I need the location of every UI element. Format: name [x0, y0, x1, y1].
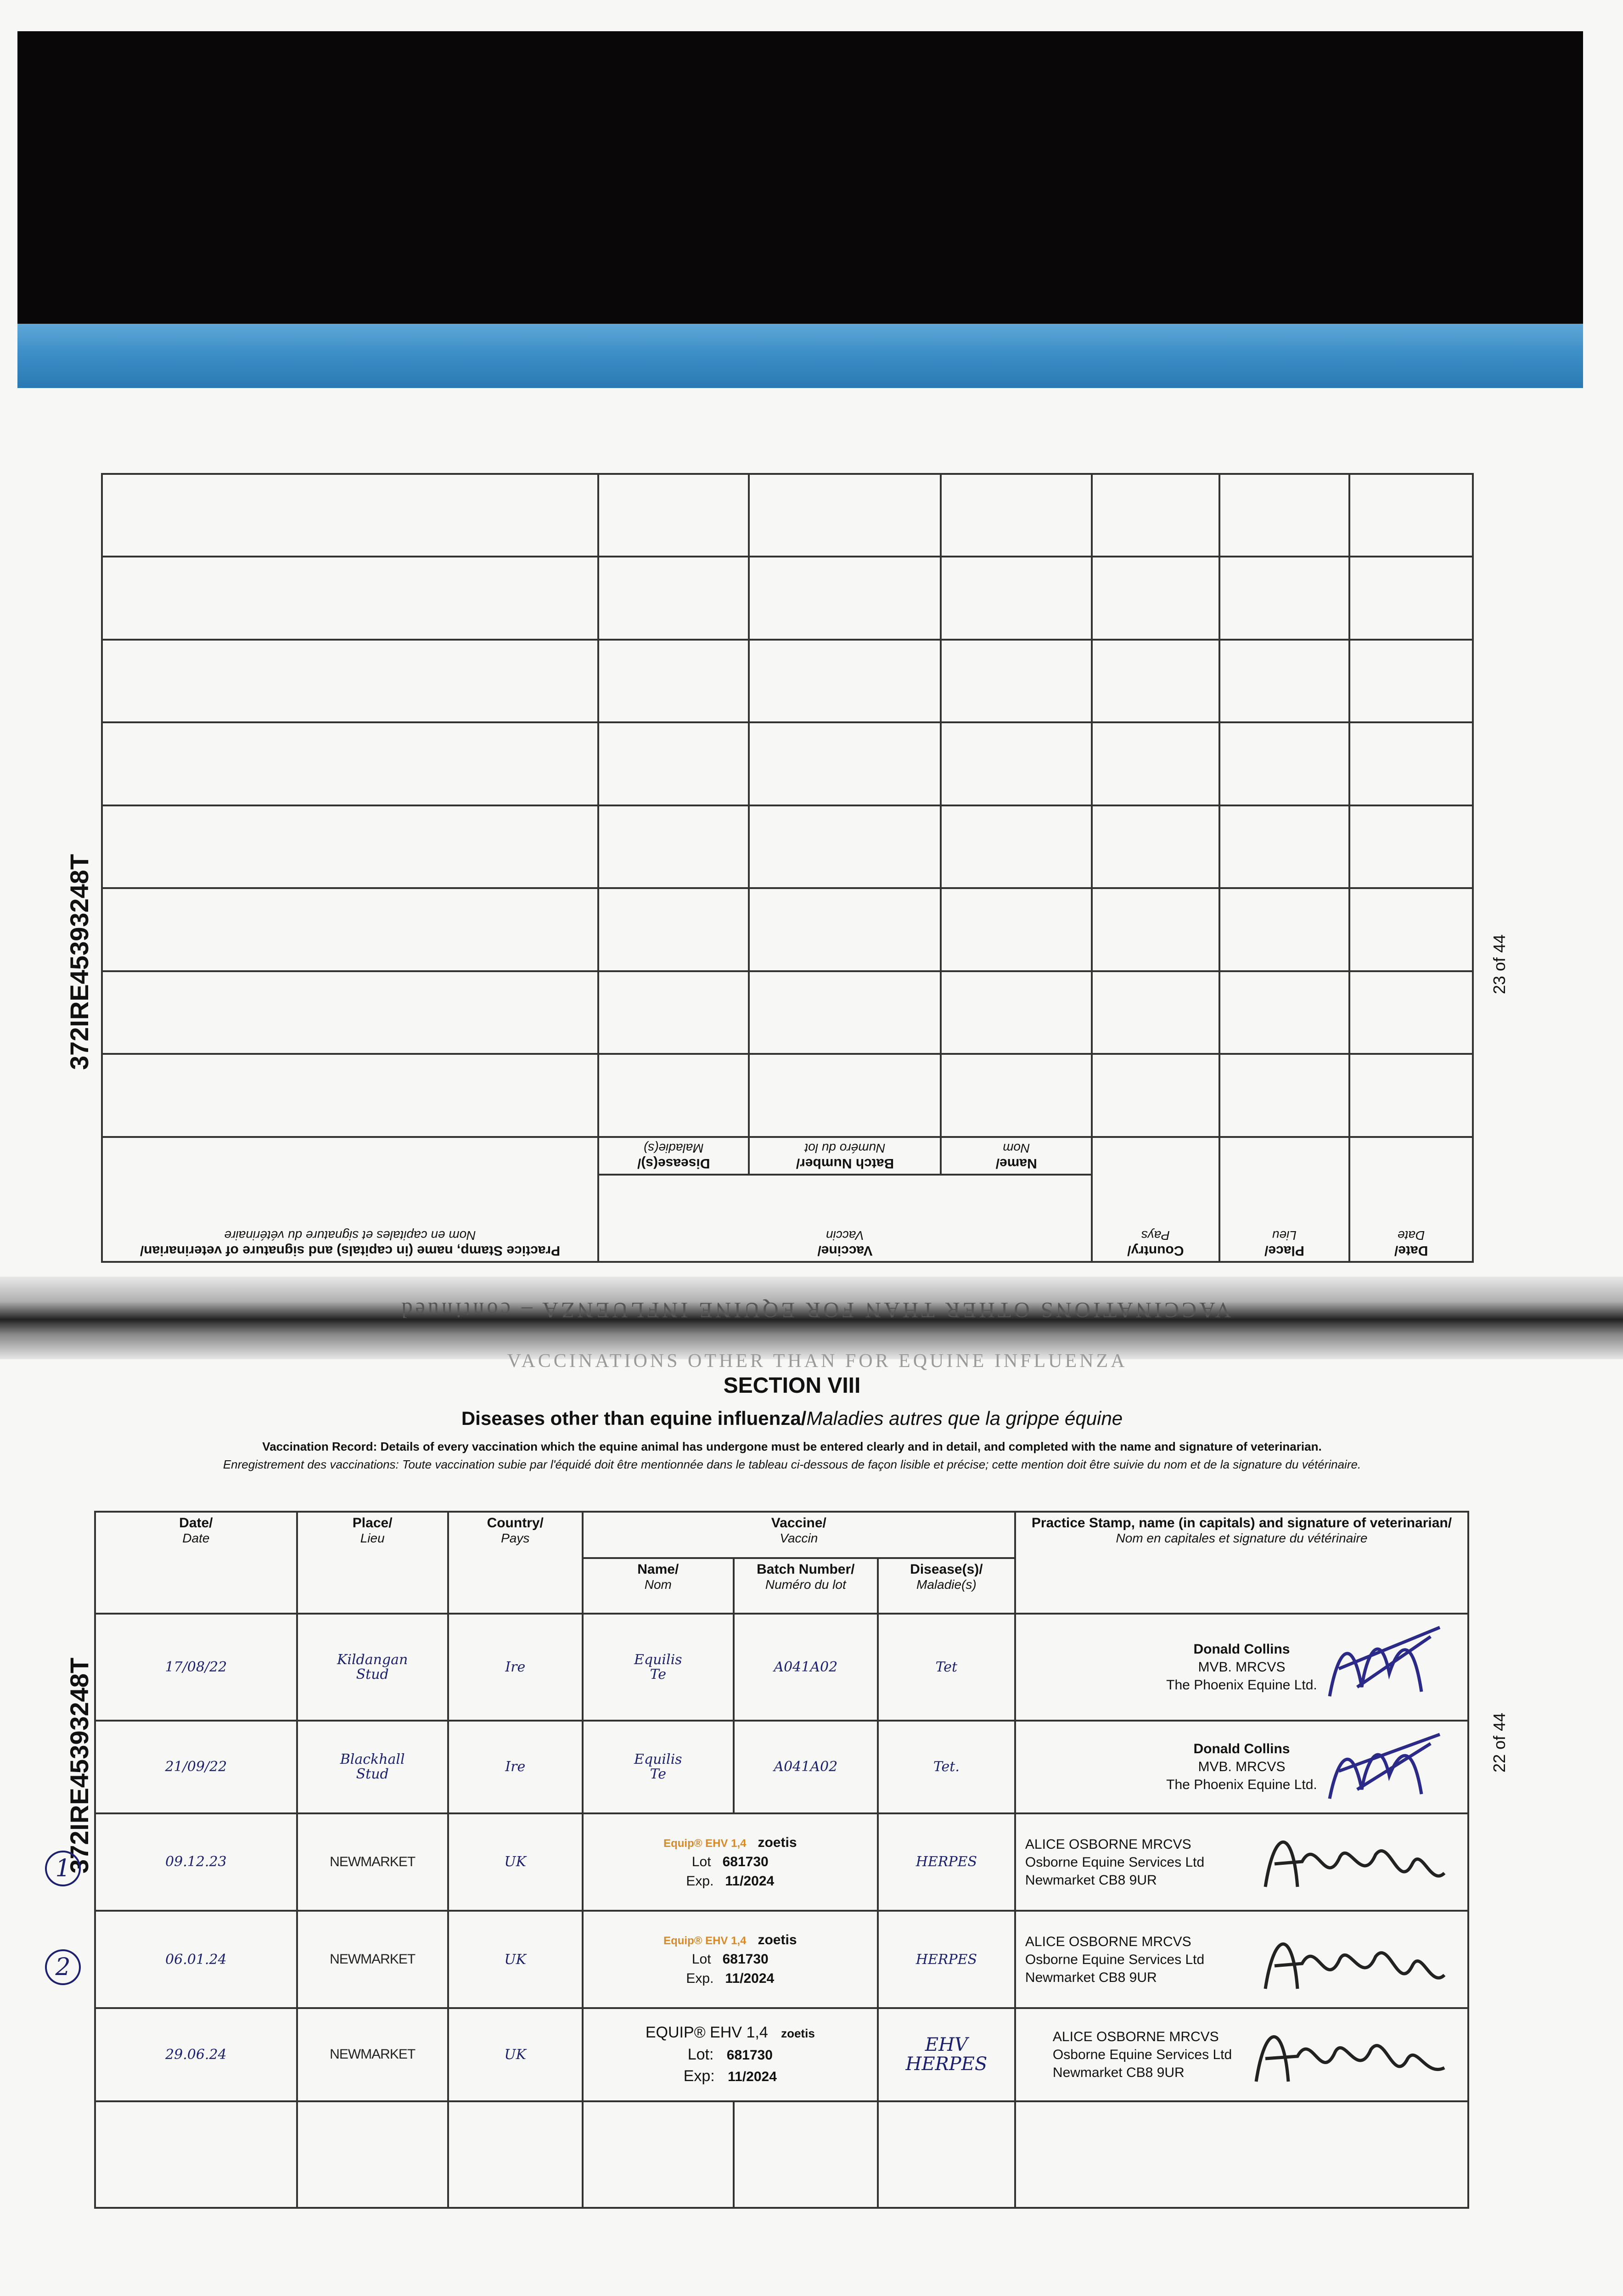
- header-date: Date/ Date: [95, 1512, 297, 1614]
- row-country: UK: [448, 1911, 583, 2008]
- table-row: [95, 2008, 1468, 2101]
- table-row: [95, 1614, 1468, 1720]
- row-date: 29.06.24: [95, 2008, 297, 2101]
- row-place: NEWMARKET: [297, 2008, 448, 2101]
- table-row: [95, 1721, 1468, 1813]
- table-row: [95, 1813, 1468, 1911]
- document-id-upper: 372IRE45393248T: [65, 854, 94, 1070]
- table-row: [102, 805, 1473, 889]
- table-row: [102, 723, 1473, 806]
- header-batch: Batch Number/ Numéro du lot: [734, 1558, 878, 1614]
- row-country: UK: [448, 2008, 583, 2101]
- vaccine-batch-label: EQUIP® EHV 1,4 zoetis Lot: 681730 Exp: 11/2024: [583, 2008, 878, 2101]
- vet-stamp: ALICE OSBORNE MRCVS Osborne Equine Services Ltd Newmarket CB8 9UR: [1015, 1813, 1468, 1911]
- upper-header-disease: Disease(s)/ Maladie(s): [598, 1137, 749, 1175]
- upper-header-name: Name/ Nom: [941, 1137, 1091, 1175]
- table-row: [102, 557, 1473, 640]
- upper-vaccination-table: [101, 473, 1474, 1263]
- table-row: [95, 2101, 1468, 2208]
- row-country: Ire: [448, 1614, 583, 1720]
- upper-section-banner: VACCINATIONS OTHER THAN FOR EQUINE INFLUENZA – continued: [399, 1298, 1231, 1322]
- upper-header-date: Date/ Date: [1349, 1137, 1473, 1262]
- vaccination-record-note: Vaccination Record: Details of every vaccination which the equine animal has undergone must be entered clearly and in detail, and completed with the name and signature of veterinarian. Enregistrement des vaccinations: Toute vaccination subie par l'équidé doit être mentionnée dans le tableau ci-dessous de façon lisible et précise; cette mention doit être suivie du nom et de la signature du vétérinaire.: [223, 1440, 1361, 1471]
- blue-cover-strip: [17, 324, 1583, 388]
- signature-graphic: [1247, 2013, 1449, 2091]
- upper-header-batch: Batch Number/ Numéro du lot: [749, 1137, 941, 1175]
- row-vaccine-name: Equilis Te: [583, 1721, 734, 1813]
- row-date: 17/08/22: [95, 1614, 297, 1720]
- redacted-header-band: [17, 31, 1583, 334]
- entry-marker-1: 1: [45, 1851, 81, 1886]
- row-batch: A041A02: [734, 1614, 878, 1720]
- entry-marker-2: 2: [45, 1949, 81, 1985]
- row-place: Blackhall Stud: [297, 1721, 448, 1813]
- row-place: NEWMARKET: [297, 1813, 448, 1911]
- header-vaccine: Vaccine/ Vaccin: [583, 1512, 1015, 1558]
- row-date: 21/09/22: [95, 1721, 297, 1813]
- header-practice: Practice Stamp, name (in capitals) and signature of veterinarian/ Nom en capitales et signature du vétérinaire: [1015, 1512, 1468, 1614]
- section-title: SECTION VIII: [723, 1373, 861, 1398]
- section-subtitle: Diseases other than equine influenza/Maladies autres que la grippe équine: [461, 1407, 1123, 1429]
- document-id-lower: 372IRE45393248T: [65, 1657, 94, 1874]
- row-disease: HERPES: [878, 1813, 1015, 1911]
- header-disease: Disease(s)/ Maladie(s): [878, 1558, 1015, 1614]
- page-number-upper: 23 of 44: [1490, 934, 1509, 994]
- row-date: 06.01.24: [95, 1911, 297, 2008]
- table-row: [102, 640, 1473, 723]
- upper-header-place: Place/ Lieu: [1219, 1137, 1350, 1262]
- upper-header-country: Country/ Pays: [1092, 1137, 1219, 1262]
- row-date: 09.12.23: [95, 1813, 297, 1911]
- header-name: Name/ Nom: [583, 1558, 734, 1614]
- vet-stamp: Donald Collins MVB. MRCVS The Phoenix Equine Ltd.: [1015, 1721, 1468, 1813]
- upper-page: [83, 468, 1483, 1263]
- vet-stamp: Donald Collins MVB. MRCVS The Phoenix Equine Ltd.: [1015, 1614, 1468, 1720]
- table-row: [102, 1054, 1473, 1137]
- table-row: [102, 889, 1473, 972]
- table-row: [102, 971, 1473, 1054]
- vaccine-batch-label: Equip® EHV 1,4 zoetis Lot 681730 Exp. 11/2024: [583, 1911, 878, 2008]
- signature-graphic: [1311, 1725, 1449, 1812]
- section-header: [92, 1373, 1492, 1474]
- row-disease: Tet: [878, 1614, 1015, 1720]
- row-disease: HERPES: [878, 1911, 1015, 2008]
- row-vaccine-name: Equilis Te: [583, 1614, 734, 1720]
- vaccination-table: [94, 1511, 1469, 2209]
- table-row: [102, 474, 1473, 557]
- row-country: Ire: [448, 1721, 583, 1813]
- row-batch: A041A02: [734, 1721, 878, 1813]
- row-country: UK: [448, 1813, 583, 1911]
- vet-stamp: ALICE OSBORNE MRCVS Osborne Equine Services Ltd Newmarket CB8 9UR: [1015, 1911, 1468, 2008]
- signature-graphic: [1311, 1618, 1449, 1710]
- header-place: Place/ Lieu: [297, 1512, 448, 1614]
- upper-header-vaccine: Vaccine/ Vaccin: [598, 1175, 1092, 1262]
- header-country: Country/ Pays: [448, 1512, 583, 1614]
- row-disease: Tet.: [878, 1721, 1015, 1813]
- row-disease: EHV HERPES: [878, 2008, 1015, 2101]
- upper-header-practice: Practice Stamp, name (in capitals) and signature of veterinarian/ Nom en capitales et signature du vétérinaire: [102, 1137, 598, 1262]
- table-row: [95, 1911, 1468, 2008]
- vet-stamp: ALICE OSBORNE MRCVS Osborne Equine Services Ltd Newmarket CB8 9UR: [1015, 2008, 1468, 2101]
- lower-section-banner: VACCINATIONS OTHER THAN FOR EQUINE INFLUENZA: [507, 1351, 1128, 1372]
- page-number-lower: 22 of 44: [1490, 1712, 1509, 1773]
- signature-graphic: [1256, 1818, 1449, 1901]
- row-place: Kildangan Stud: [297, 1614, 448, 1720]
- row-place: NEWMARKET: [297, 1911, 448, 2008]
- signature-graphic: [1256, 1915, 1449, 1998]
- vaccine-batch-label: Equip® EHV 1,4 zoetis Lot 681730 Exp. 11/2024: [583, 1813, 878, 1911]
